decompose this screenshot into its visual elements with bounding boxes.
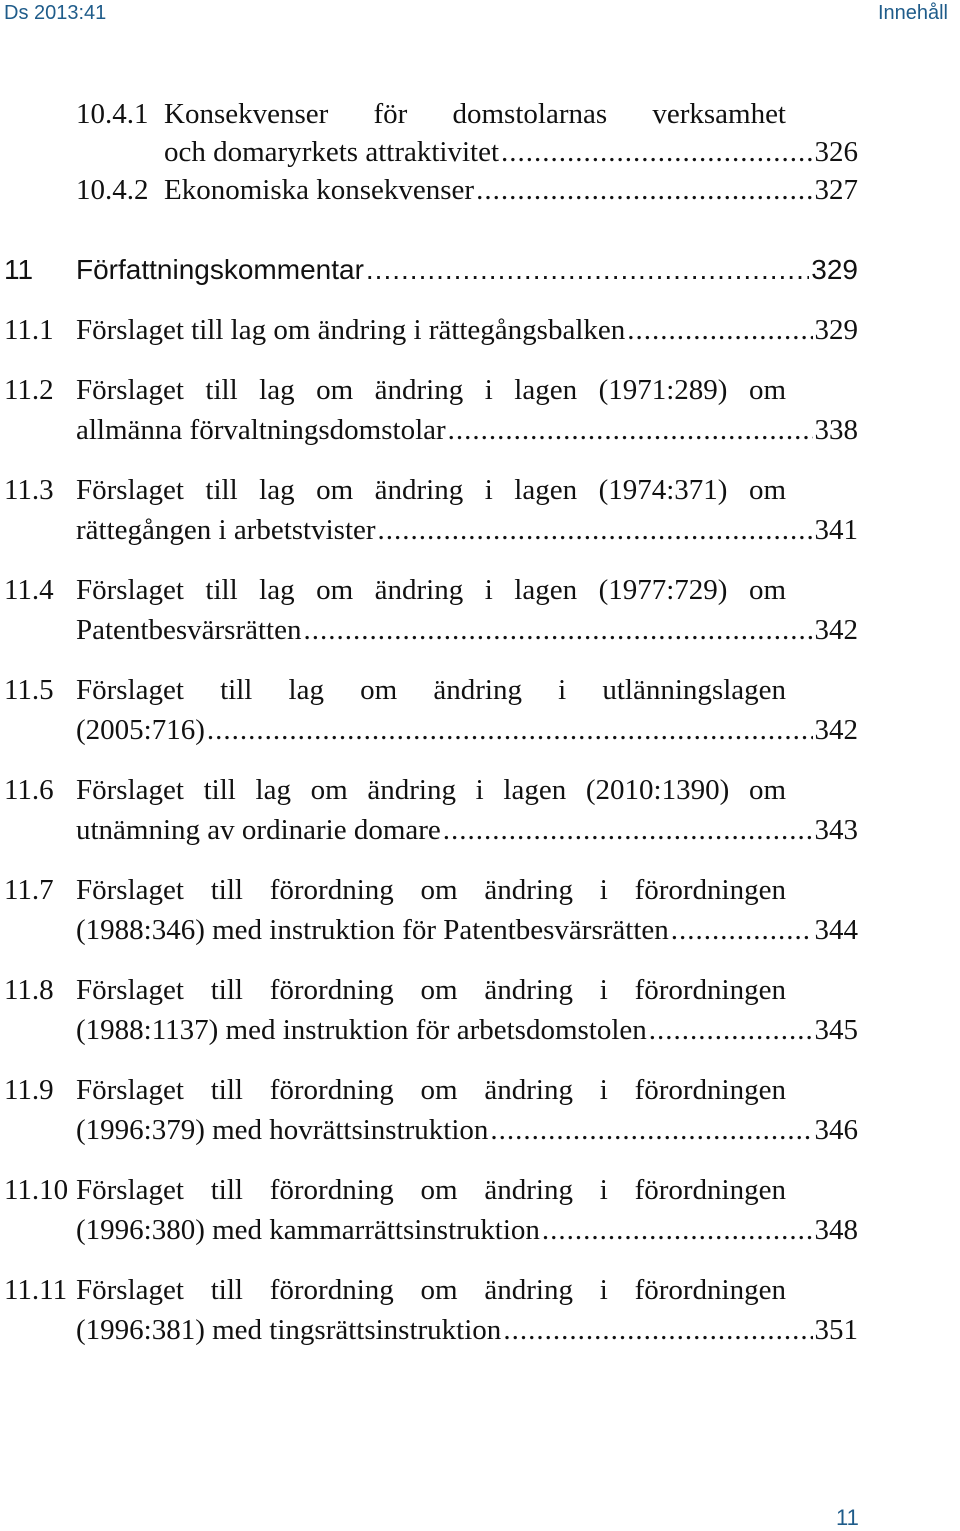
running-header-left: Ds 2013:41 — [4, 2, 107, 24]
toc-title-end: Förslaget till lag om ändring i rättegångsbalken — [76, 314, 626, 346]
toc-page-number: 342 — [814, 714, 858, 746]
toc-title-line: Förslaget till förordning om ändring i förordningen — [76, 1174, 786, 1206]
toc-title-line: Förslaget till lag om ändring i lagen (1977:729) om — [76, 574, 786, 606]
toc-title-line-last — [76, 610, 858, 650]
toc-page-number: 342 — [814, 614, 858, 646]
toc-number: 11.8 — [4, 974, 54, 1006]
toc-number: 11.4 — [4, 574, 54, 606]
toc-title-line-last — [76, 1310, 858, 1350]
dot-leader — [476, 170, 812, 210]
toc-title-line-last — [76, 1110, 858, 1150]
toc-number: 11.7 — [4, 874, 54, 906]
toc-title-end: och domaryrkets attraktivitet — [164, 136, 500, 168]
dot-leader — [207, 710, 813, 750]
toc-title-end: rättegången i arbetstvister — [76, 514, 376, 546]
toc-number: 11.2 — [4, 374, 54, 406]
toc-page-number: 327 — [814, 174, 858, 206]
toc-number: 11.11 — [4, 1274, 68, 1306]
toc-page-number: 351 — [814, 1314, 858, 1346]
dot-leader — [501, 132, 812, 172]
toc-title-line: Förslaget till lag om ändring i lagen (1974:371) om — [76, 474, 786, 506]
toc-number: 11.3 — [4, 474, 54, 506]
toc-title-line-last — [76, 710, 858, 750]
toc-title-end: Författningskommentar — [76, 254, 364, 285]
toc-title-line-last — [76, 310, 858, 350]
toc-title-end: (1996:380) med kammarrättsinstruktion — [76, 1214, 540, 1246]
toc-page-number: 341 — [814, 514, 858, 546]
toc-number: 11.6 — [4, 774, 54, 806]
dot-leader — [366, 250, 809, 290]
dot-leader — [542, 1210, 813, 1250]
toc-title-end: (1996:379) med hovrättsinstruktion — [76, 1114, 489, 1146]
toc-page-number: 343 — [814, 814, 858, 846]
dot-leader — [378, 510, 813, 550]
toc-title-line-last — [76, 510, 858, 550]
toc-title-line-last — [76, 250, 858, 290]
toc-title-line: Förslaget till lag om ändring i lagen (2010:1390) om — [76, 774, 786, 806]
toc-page-number: 338 — [814, 414, 858, 446]
toc-number: 11.10 — [4, 1174, 69, 1206]
toc-title-line: Förslaget till förordning om ändring i förordningen — [76, 974, 786, 1006]
toc-title-line: Förslaget till lag om ändring i utlänningslagen — [76, 674, 786, 706]
toc-title-end: allmänna förvaltningsdomstolar — [76, 414, 446, 446]
toc-title-end: (1996:381) med tingsrättsinstruktion — [76, 1314, 502, 1346]
toc-title-line-last — [76, 410, 858, 450]
dot-leader — [448, 410, 813, 450]
toc-page-number: 344 — [814, 914, 858, 946]
dot-leader — [490, 1110, 812, 1150]
dot-leader — [443, 810, 813, 850]
toc-page-number: 329 — [811, 254, 858, 285]
toc-title-line-last — [76, 1210, 858, 1250]
toc-number: 11.9 — [4, 1074, 54, 1106]
toc-page-number: 326 — [814, 136, 858, 168]
toc-page-number: 345 — [814, 1014, 858, 1046]
toc-title-line-last — [76, 810, 858, 850]
toc-title-end: (1988:346) med instruktion för Patentbesvärsrätten — [76, 914, 669, 946]
toc-title-end: (1988:1137) med instruktion för arbetsdomstolen — [76, 1014, 647, 1046]
toc-number: 11 — [4, 254, 34, 285]
toc-title-line-last — [76, 1010, 858, 1050]
toc-title-line: Förslaget till förordning om ändring i förordningen — [76, 1274, 786, 1306]
toc-title-end: (2005:716) — [76, 714, 205, 746]
toc-title-line-last — [164, 132, 858, 172]
toc-number: 10.4.2 — [76, 174, 149, 206]
dot-leader — [503, 1310, 812, 1350]
toc-title-line: Konsekvenser för domstolarnas verksamhet — [164, 98, 786, 130]
toc-title-end: utnämning av ordinarie domare — [76, 814, 441, 846]
toc-title-line: Förslaget till förordning om ändring i förordningen — [76, 874, 786, 906]
toc-title-line: Förslaget till lag om ändring i lagen (1971:289) om — [76, 374, 786, 406]
toc-page-number: 346 — [814, 1114, 858, 1146]
dot-leader — [303, 610, 812, 650]
toc-title-line: Förslaget till förordning om ändring i förordningen — [76, 1074, 786, 1106]
running-header-right: Innehåll — [877, 2, 948, 24]
toc-number: 11.1 — [4, 314, 54, 346]
toc-page-number: 329 — [814, 314, 858, 346]
toc-title-line-last — [164, 170, 858, 210]
dot-leader — [671, 910, 813, 950]
toc-title-end: Patentbesvärsrätten — [76, 614, 302, 646]
toc-title-end: Ekonomiska konsekvenser — [164, 174, 475, 206]
toc-page-number: 348 — [814, 1214, 858, 1246]
toc-number: 10.4.1 — [76, 98, 149, 130]
dot-leader — [649, 1010, 813, 1050]
toc-title-line-last — [76, 910, 858, 950]
dot-leader — [627, 310, 812, 350]
page-number: 11 — [836, 1505, 859, 1530]
toc-number: 11.5 — [4, 674, 54, 706]
